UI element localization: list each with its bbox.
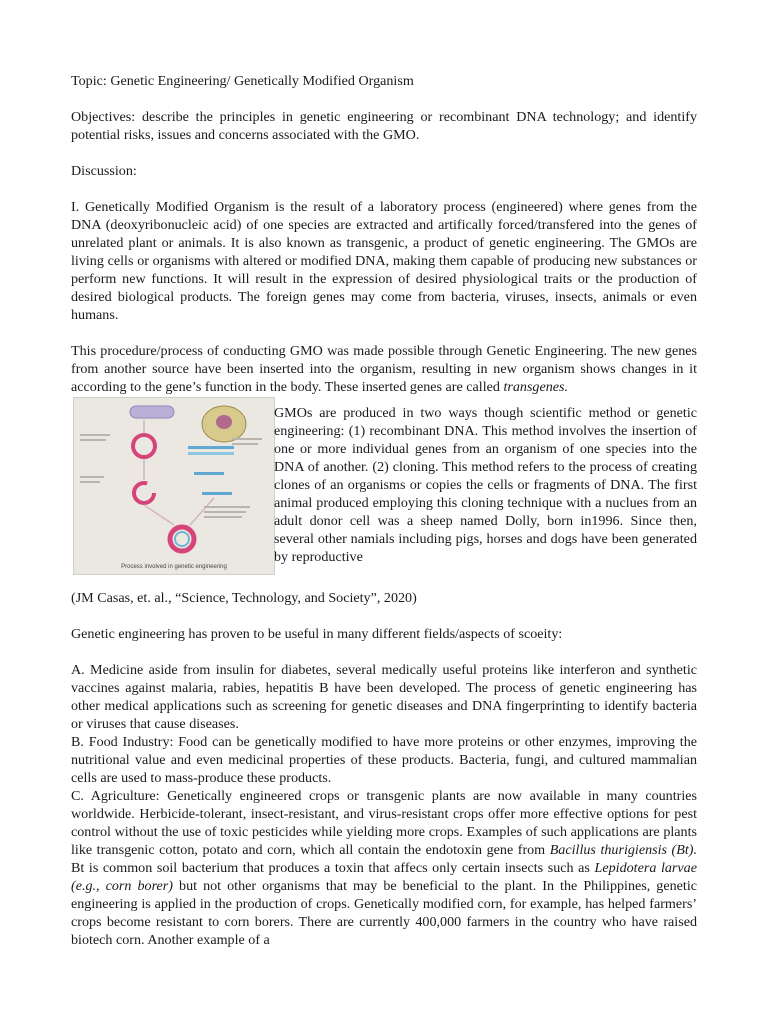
discussion-heading: Discussion: [71, 163, 137, 179]
paragraph-text: This procedure/process of conducting GMO was made possible through Genetic Engineering. The new genes from another source have been inserted into the organism, resulting in new organism shows changes in it according to the gene’s function in the body. These inserted genes are called [71, 343, 697, 395]
figure-caption: Process involved in genetic engineering [121, 564, 227, 570]
agriculture-text-3: but not other organisms that may be beneficial to the plant. In the Philippines, genetic engineering is applied in the production of crops. Genetically modified corn, for example, has helped farmers’ crops become resistant to corn borers. There are currently 400,000 farmers in the country who have raised biotech corn. Another example of a [71, 878, 698, 948]
topic-line: Topic: Genetic Engineering/ Genetically Modified Organism [71, 73, 414, 89]
citation: (JM Casas, et. al., “Science, Technology, and Society”, 2020) [71, 590, 417, 606]
item-food-industry: B. Food Industry: Food can be genetically modified to have more proteins or other enzymes, improving the nutritional value and even medicinal properties of these products. Bacteria, fungi, and cultured mammalian cells are used to mass-produce these products. [71, 734, 697, 786]
bt-term: Bacillus thurigiensis (Bt). [549, 842, 697, 858]
gmo-methods-paragraph: GMOs are produced in two ways though scientific method or genetic engineering: (1) recombinant DNA. This method involves the insertion of one or more individual genes from an organism of one species into the DNA of another. (2) cloning. This method refers to the process of creating clones of an organisms or copies the cells or fragments of DNA. The first animal produced employing this cloning technique with a nuclues from an adult donor cell was a sheep named Dolly, born in1996. Since then, several other namials including pigs, horses and dogs have been generated by reproductive [274, 405, 697, 565]
item-medicine: A. Medicine aside from insulin for diabetes, several medically useful proteins like interferon and synthetic vaccines against malaria, rabies, hepatitis B have been developed. The process of genetic engineering has other medical applications such as screening for genetic diseases and DNA fingerprinting to identify bacteria or viruses that cause diseases. [71, 662, 697, 732]
item-agriculture [71, 787, 697, 949]
figure-row [71, 396, 697, 576]
genetic-engineering-paragraph [71, 342, 697, 396]
larvae-term: Lepidotera larvae (e.g., corn borer) [71, 860, 697, 894]
gmo-definition-paragraph: I. Genetically Modified Organism is the result of a laboratory process (engineered) where genes from the DNA (deoxyribonucleic acid) of one species are extracted and artifically forced/transfered into the genes of unrelated plant or animals. It is also known as transgenic, a product of genetic engineering. The GMOs are living cells or organisms with altered or modified DNA, making them capable of producing new substances or perform new functions. It will result in the expression of desired physiological traits or the production of desired biological products. The foreign genes may come from bacteria, viruses, insects, animals or even humans. [71, 199, 697, 323]
agriculture-text-2: Bt is common soil bacterium that produces a toxin that affecs only certain insects such as [71, 860, 595, 876]
transgenes-term: transgenes. [503, 379, 569, 395]
document-page [71, 72, 697, 949]
objectives-paragraph: Objectives: describe the principles in genetic engineering or recombinant DNA technology; and identify potential risks, issues and concerns associated with the GMO. [71, 109, 697, 143]
genetic-engineering-figure [73, 397, 275, 575]
agriculture-text-1: C. Agriculture: Genetically engineered crops or transgenic plants are now available in many countries worldwide. Herbicide-tolerant, insect-resistant, and virus-resistant crops offer more effective options for pest control without the use of toxic pesticides while yielding more crops. Examples of such applications are plants like transgenic cotton, potato and corn, which all contain the endotoxin gene from [71, 788, 697, 858]
fields-intro: Genetic engineering has proven to be useful in many different fields/aspects of scoeity: [71, 626, 563, 642]
